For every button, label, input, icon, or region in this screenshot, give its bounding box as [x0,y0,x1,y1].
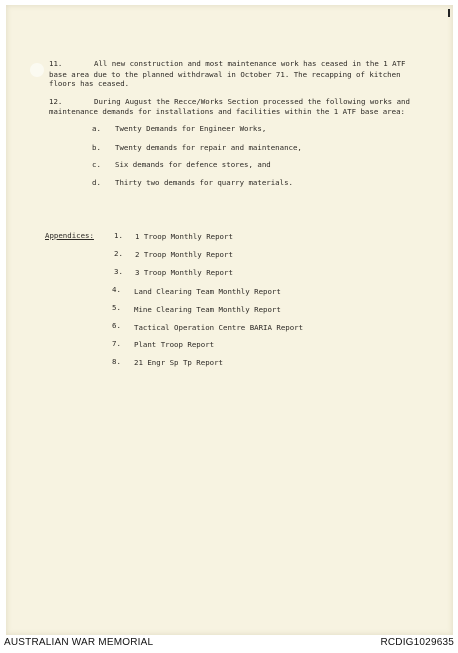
para12-item-a-text: Twenty Demands for Engineer Works, [115,124,267,133]
para11-line1: All new construction and most maintenance work has ceased in the 1 ATF [94,59,406,68]
appendix-4-number: 4. [112,285,121,294]
appendix-3-number: 3. [114,267,123,276]
para11-line3: floors has ceased. [49,79,130,88]
para12-line2: maintenance demands for installations and facilities within the 1 ATF base area: [49,107,405,116]
para12-item-d-text: Thirty two demands for quarry materials. [115,178,293,187]
appendix-4-text: Land Clearing Team Monthly Report [134,287,281,296]
edge-mark [448,9,450,17]
footer-reference: RCDIG1029635 [380,637,454,648]
para11-line2: base area due to the planned withdrawal in October 71. The recapping of kitchen [49,70,401,79]
para12-item-a-letter: a. [92,124,101,133]
para11-number: 11. [49,59,63,68]
appendix-5-text: Mine Clearing Team Monthly Report [134,305,281,314]
para12-line1: During August the Recce/Works Section processed the following works and [94,97,410,106]
appendices-label: Appendices: [45,231,94,240]
para12-number: 12. [49,97,63,106]
para12-item-c-letter: c. [92,160,101,169]
appendix-2-text: 2 Troop Monthly Report [135,250,233,259]
appendix-8-text: 21 Engr Sp Tp Report [134,358,223,367]
para12-item-c-text: Six demands for defence stores, and [115,160,271,169]
appendix-1-text: 1 Troop Monthly Report [135,232,233,241]
appendix-8-number: 8. [112,357,121,366]
appendix-1-number: 1. [114,231,123,240]
appendix-3-text: 3 Troop Monthly Report [135,268,233,277]
appendix-7-number: 7. [112,339,121,348]
appendix-5-number: 5. [112,303,121,312]
para12-item-b-text: Twenty demands for repair and maintenance, [115,143,302,152]
punch-hole [30,63,44,77]
appendix-6-number: 6. [112,321,121,330]
para12-item-d-letter: d. [92,178,101,187]
appendix-6-text: Tactical Operation Centre BARIA Report [134,323,304,332]
appendix-7-text: Plant Troop Report [134,340,215,349]
footer-source: AUSTRALIAN WAR MEMORIAL [4,637,154,648]
para12-item-b-letter: b. [92,143,101,152]
appendix-2-number: 2. [114,249,123,258]
